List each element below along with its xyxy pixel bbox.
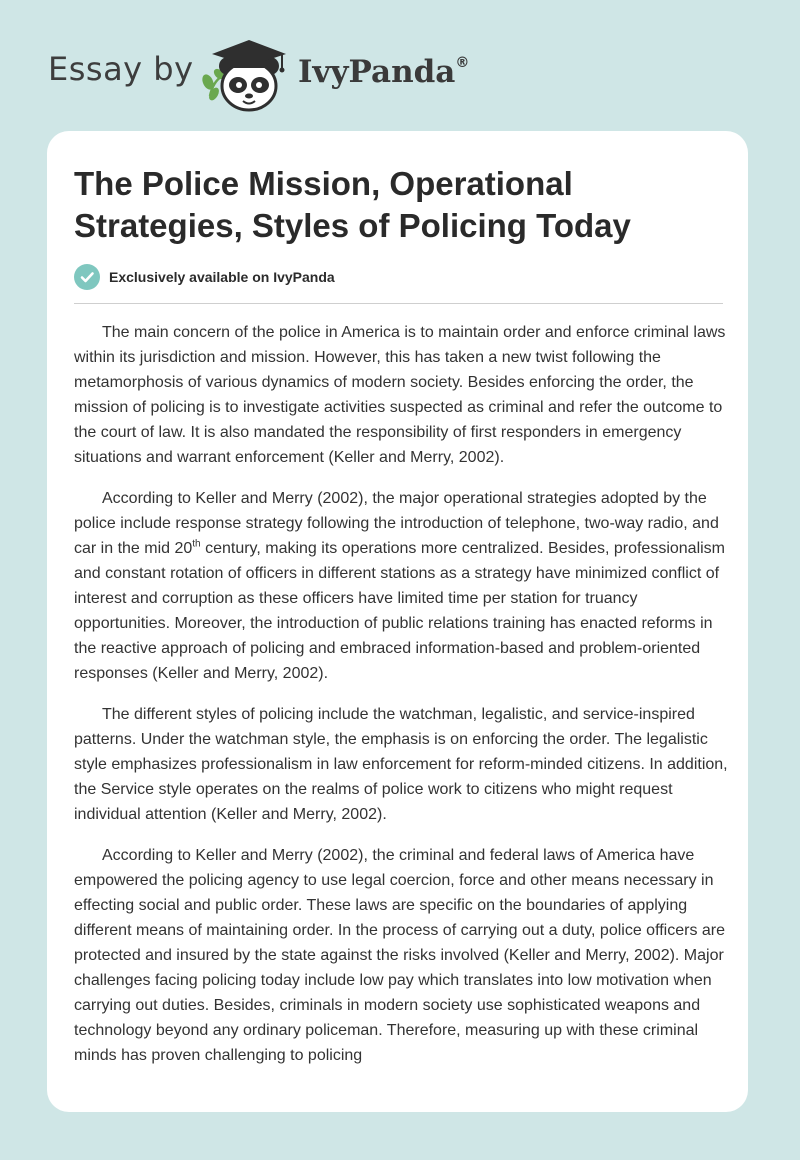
paragraph: The main concern of the police in America is to maintain order and enforce criminal laws within its jurisdiction and mission. However, this has taken a new twist following the metamorphosis of various dynamics of modern society. Besides enforcing the order, the mission of policing is to investigate activities suspected as criminal and refer the outcome to the court of law. It is also mandated the responsibility of first responders in emergency situations and warrant enforcement (Keller and Merry, 2002). — [74, 324, 726, 466]
paragraph — [74, 486, 729, 686]
essay-by-label: Essay by — [48, 50, 194, 88]
article-body — [74, 320, 729, 1084]
divider — [74, 303, 723, 304]
article-title: The Police Mission, Operational Strategies, Styles of Policing Today — [74, 165, 631, 244]
brand-logo[interactable] — [298, 54, 469, 90]
paragraph-text: According to Keller and Merry (2002), the major operational strategies adopted by the police include response strategy following the introduction of telephone, two-way radio, and car in the mid 20 — [74, 490, 719, 557]
exclusive-badge-text: Exclusively available on IvyPanda — [109, 269, 335, 285]
site-header — [48, 36, 568, 116]
brand-name: IvyPanda — [298, 54, 456, 90]
paragraph: According to Keller and Merry (2002), the criminal and federal laws of America have empowered the policing agency to use legal coercion, force and other means necessary in effecting social and public order. These laws are specific on the boundaries of applying different means of maintaining order. In the process of carrying out a duty, police officers are protected and insured by the state against the risks involved (Keller and Merry, 2002). Major challenges facing policing today include low pay which translates into low motivation when carrying out duties. Besides, criminals in modern society use sophisticated weapons and technology beyond any ordinary policeman. Therefore, measuring up with these criminal minds has proven challenging to policing — [74, 847, 726, 1064]
superscript: th — [192, 538, 201, 550]
article-card — [47, 131, 748, 1112]
panda-graduate-icon[interactable] — [200, 36, 296, 114]
paragraph-text: century, making its operations more centralized. Besides, professionalism and constant rotation of officers in different stations as a strategy have minimized conflict of interest and corruption as these officers have limited time per station for truancy opportunities. Moreover, the introduction of public relations training has enacted reforms in the reactive approach of policing and embraced information-based and problem-oriented responses (Keller and Merry, 2002). — [74, 540, 726, 682]
registered-mark: ® — [455, 54, 470, 71]
check-icon — [74, 264, 100, 290]
paragraph: The different styles of policing include the watchman, legalistic, and service-inspired patterns. Under the watchman style, the emphasis is on enforcing the order. The legalistic style emphasizes professionalism in law enforcement for reform-minded citizens. In addition, the Service style operates on the realms of police work to citizens who might request individual attention (Keller and Merry, 2002). — [74, 706, 728, 823]
